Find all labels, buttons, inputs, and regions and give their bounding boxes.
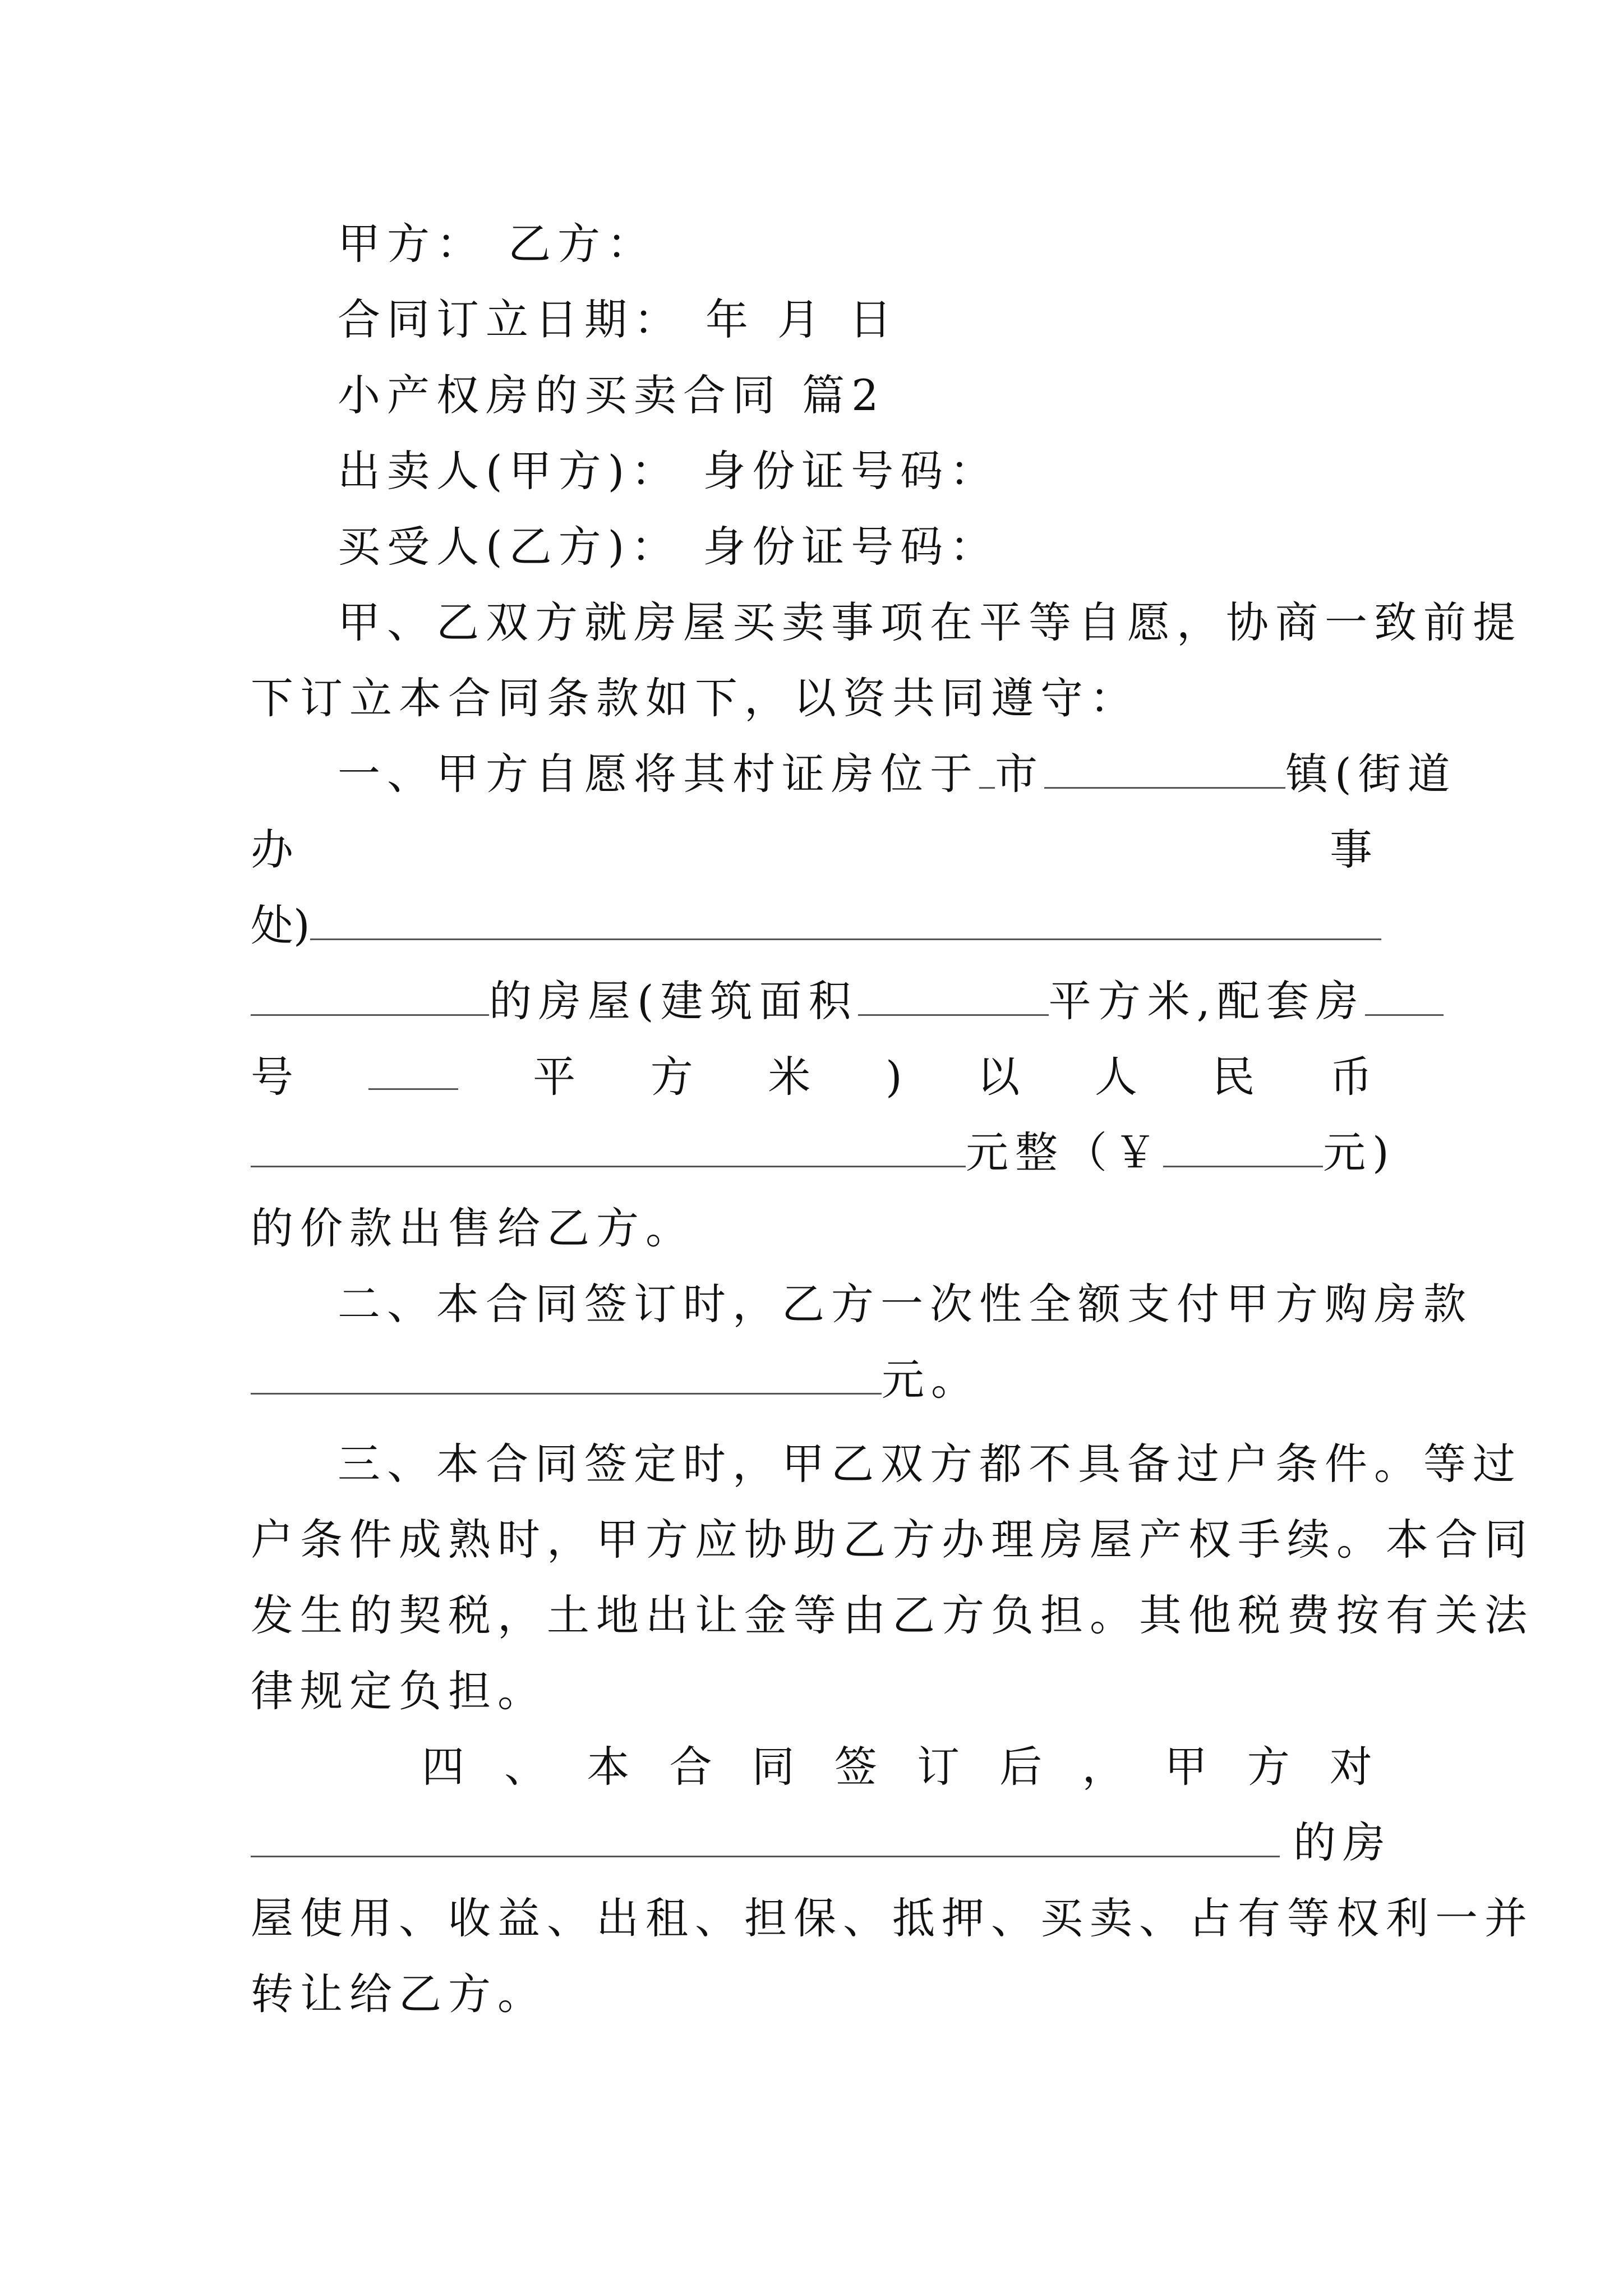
clause4-char: 同 (751, 1742, 795, 1792)
intro-line-1: 甲、乙双方就房屋买卖事项在平等自愿，协商一致前提 (338, 597, 1522, 647)
clause1-line-5 (251, 1049, 1372, 1105)
chu-label: 处) (251, 900, 310, 950)
clause4-line-1 (422, 1739, 1372, 1795)
clause1-line-6 (251, 1125, 1396, 1181)
buyer-id-label: 身份证号码： (703, 522, 999, 572)
seller-label: 出卖人(甲方)： (338, 446, 681, 496)
yuan-close-label: 元) (1323, 1128, 1396, 1177)
city-label: 市 (995, 749, 1044, 799)
ren-char: 人 (1094, 1052, 1137, 1102)
hao-char: 号 (251, 1052, 293, 1102)
clause4-char: 四 (422, 1742, 464, 1792)
clause1-line-3 (251, 898, 1372, 954)
clause4-char: 后 (999, 1742, 1043, 1792)
contract-date-line (338, 292, 1372, 348)
clause4-char: 、 (504, 1742, 547, 1792)
clause3-line-4: 律规定负担。 (251, 1666, 547, 1716)
yi-char: 以 (977, 1052, 1020, 1102)
payment-blank (251, 1354, 882, 1395)
annex-number-blank (1365, 975, 1444, 1016)
date-month: 月 (777, 295, 827, 344)
payment-yuan-label: 元。 (882, 1355, 980, 1405)
clause4-line-3: 屋使用、收益、出租、担保、抵押、买卖、占有等权利一并 (251, 1893, 1534, 1943)
clause4-char: 订 (917, 1742, 960, 1792)
bi-char: 币 (1330, 1052, 1372, 1102)
town-blank (1044, 748, 1285, 789)
city-blank (979, 748, 995, 789)
date-label: 合同订立日期： (338, 295, 683, 344)
address-blank-2 (251, 975, 489, 1016)
signature-parties-line (338, 216, 1372, 272)
date-year: 年 (706, 295, 755, 344)
party-a-label: 甲方： (338, 219, 486, 269)
price-words-blank (251, 1126, 966, 1167)
yuan-zheng-label: 元整（￥ (966, 1128, 1163, 1177)
clause4-line2-end: 的房 (1293, 1818, 1392, 1867)
clause3-line-2: 户条件成熟时，甲方应协助乙方办理房屋产权手续。本合同 (251, 1515, 1534, 1565)
clause3-line-3: 发生的契税，土地出让金等由乙方负担。其他税费按有关法 (251, 1590, 1534, 1640)
clause1-line-4 (251, 973, 1372, 1029)
seller-id-label: 身份证号码： (703, 446, 999, 496)
buyer-line (338, 519, 1372, 575)
ban-char: 办 (251, 825, 293, 875)
fang-char: 方 (650, 1052, 693, 1102)
clause1-text: 一、甲方自愿将其村证房位于 (338, 749, 979, 799)
mi-char: 米 (768, 1052, 811, 1102)
min-char: 民 (1212, 1052, 1255, 1102)
seller-line (338, 443, 1372, 499)
section-heading: 小产权房的买卖合同 篇2 (338, 370, 886, 420)
address-blank (310, 899, 1381, 940)
clause2-line-1: 二、本合同签订时，乙方一次性全额支付甲方购房款 (338, 1279, 1473, 1329)
paren-char: ) (885, 1052, 902, 1102)
clause4-char: 签 (834, 1742, 877, 1792)
shi-char: 事 (1330, 825, 1372, 875)
clause4-line-2 (251, 1815, 1392, 1871)
price-number-blank (1163, 1126, 1323, 1167)
date-day: 日 (849, 295, 898, 344)
annex-area-blank (368, 1049, 458, 1090)
ping-char: 平 (533, 1052, 576, 1102)
clause4-char: 本 (587, 1742, 630, 1792)
clause1-line-7: 的价款出售给乙方。 (251, 1203, 695, 1253)
clause4-char: 方 (1247, 1742, 1290, 1792)
intro-line-2: 下订立本合同条款如下，以资共同遵守： (251, 673, 1139, 723)
sqm-peitao-label: 平方米,配套房 (1048, 976, 1365, 1026)
town-label: 镇(街道 (1285, 749, 1457, 799)
clause4-line-4: 转让给乙方。 (251, 1969, 547, 2019)
clause4-char: ， (1082, 1742, 1125, 1792)
clause1-line-2 (251, 822, 1372, 878)
party-b-label: 乙方： (508, 219, 656, 269)
clause4-char: 甲 (1164, 1742, 1207, 1792)
buyer-label: 买受人(乙方)： (338, 522, 681, 572)
area-blank (858, 975, 1049, 1016)
clause1-line-1 (338, 746, 1457, 802)
house-label: 的房屋(建筑面积 (489, 976, 858, 1026)
clause3-line-1: 三、本合同签定时，甲乙双方都不具备过户条件。等过 (338, 1439, 1522, 1489)
clause4-char: 对 (1329, 1742, 1372, 1792)
clause2-line-2 (251, 1352, 1372, 1408)
property-blank (251, 1816, 1280, 1857)
clause4-char: 合 (669, 1742, 712, 1792)
